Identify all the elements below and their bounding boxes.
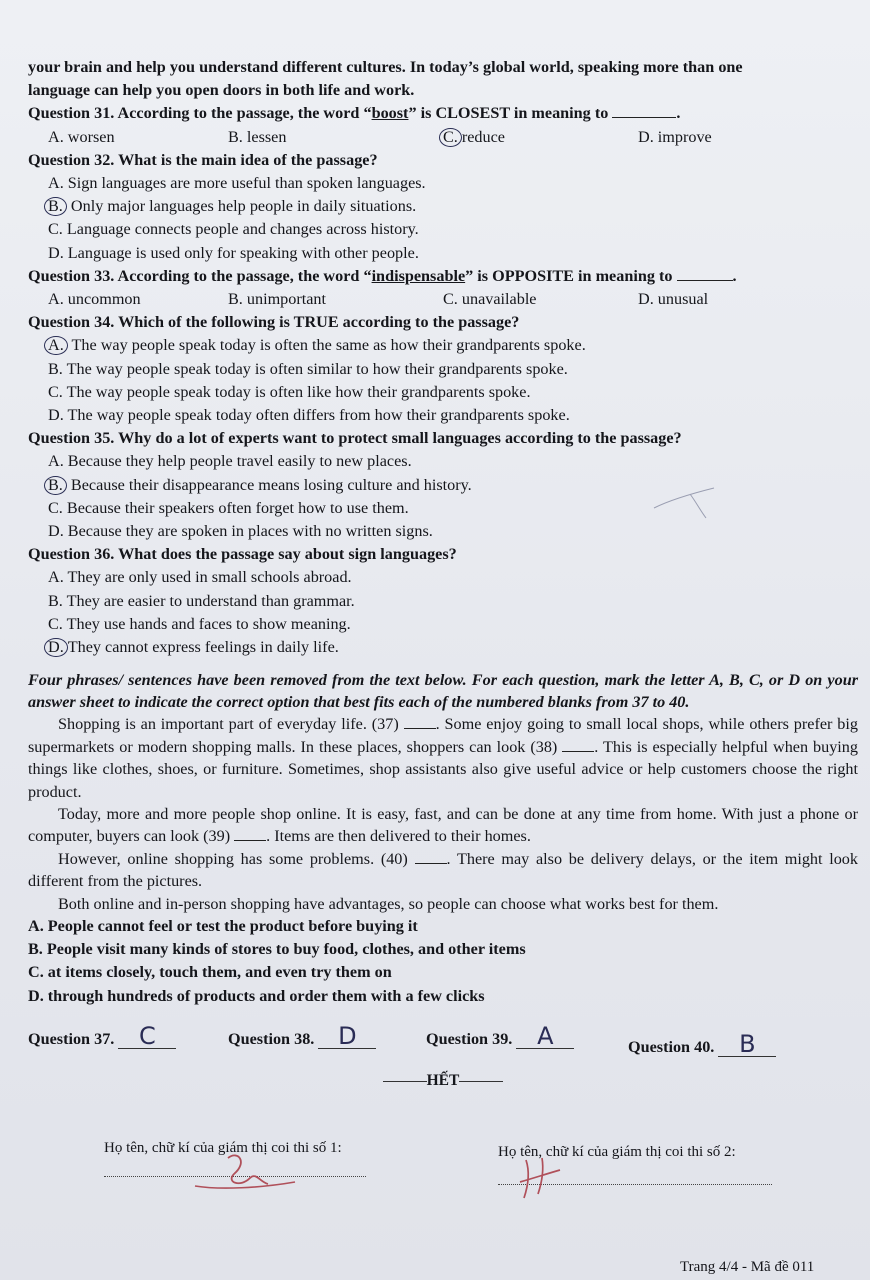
passage-text: Shopping is an important part of everyday life. (37)	[58, 715, 404, 734]
question-number: Question 34.	[28, 313, 115, 332]
question-stem: According to the passage, the word “	[114, 104, 372, 123]
answer-label: Question 37.	[28, 1029, 115, 1048]
passage-text: . Items are then delivered to their homes.	[266, 827, 531, 846]
signature-label: Họ tên, chữ kí của giám thị coi thi số 2:	[498, 1144, 736, 1160]
question-tail: .	[676, 104, 681, 123]
option-d-text: They cannot express feelings in daily life.	[67, 638, 339, 657]
page-footer: Trang 4/4 - Mã đề 011	[680, 1259, 815, 1275]
question-31-options	[28, 126, 858, 149]
question-31	[28, 102, 858, 125]
option-b-text: Because their disappearance means losing culture and history.	[66, 475, 472, 494]
question-number: Question 36.	[28, 545, 115, 564]
answer-38	[228, 1021, 426, 1051]
answer-label: Question 39.	[426, 1029, 513, 1048]
question-stem: Why do a lot of experts want to protect small languages according to the passage?	[114, 429, 682, 448]
handwritten-answer[interactable]: C	[118, 1024, 176, 1049]
option-d[interactable]: D. Because they are spoken in places with no written signs.	[48, 522, 433, 541]
question-number: Question 33.	[28, 266, 115, 285]
answer-37	[28, 1021, 228, 1051]
answer-label: Question 40.	[628, 1037, 715, 1056]
question-tail: .	[732, 266, 737, 285]
question-stem: Which of the following is TRUE according to the passage?	[114, 313, 520, 332]
end-rule-left	[383, 1081, 427, 1082]
intro-line-1: your brain and help you understand different cultures. In today’s global world, speaking more than one	[28, 58, 743, 76]
passage-paragraph-1	[28, 713, 858, 803]
question-33	[28, 265, 858, 288]
option-d[interactable]: D. Language is used only for speaking with other people.	[48, 243, 419, 262]
blank-39	[234, 825, 266, 841]
option-b[interactable]: B. The way people speak today is often similar to how their grandparents spoke.	[48, 359, 568, 378]
option-a-text: The way people speak today is often the same as how their grandparents spoke.	[67, 336, 586, 355]
proctor-1-signature	[104, 1140, 342, 1157]
option-a[interactable]: A. uncommon	[48, 290, 141, 309]
option-c[interactable]	[443, 126, 638, 149]
handwritten-answer[interactable]: D	[318, 1024, 376, 1049]
option-d[interactable]: D. improve	[638, 127, 712, 146]
answer-blank	[677, 265, 733, 281]
question-stem-end: ” is CLOSEST in meaning to	[408, 104, 609, 123]
reading-passage	[28, 713, 858, 915]
circled-choice-mark: A.	[44, 336, 68, 355]
circled-choice-mark: D.	[44, 638, 68, 657]
question-36	[28, 543, 858, 566]
blank-38	[562, 736, 594, 752]
exam-content	[28, 56, 858, 1092]
question-34	[28, 311, 858, 334]
question-35	[28, 427, 858, 450]
circled-choice-mark: C.	[439, 128, 462, 147]
question-stem: What does the passage say about sign languages?	[114, 545, 457, 564]
question-stem: What is the main idea of the passage?	[114, 150, 378, 169]
proctor-2-signature	[498, 1144, 736, 1161]
question-number: Question 31.	[28, 104, 115, 123]
passage-text: However, online shopping has some problems. (40)	[58, 849, 415, 868]
answer-40	[628, 1029, 776, 1059]
question-33-options	[28, 288, 858, 311]
option-d[interactable]: D. unusual	[638, 290, 709, 309]
section-instruction: Four phrases/ sentences have been removed from the text below. For each question, mark the letter A, B, C, or D on your answer sheet to indicate the correct option that best fits each of the numbered blanks from 37 to 40.	[28, 671, 858, 712]
handwritten-answer[interactable]: B	[718, 1032, 776, 1057]
option-a[interactable]: A. They are only used in small schools abroad.	[48, 568, 352, 587]
option-b[interactable]: B. unimportant	[228, 290, 327, 309]
answer-blank	[612, 102, 676, 118]
option-b[interactable]	[28, 474, 858, 497]
blank-37	[404, 713, 436, 729]
key-word: boost	[371, 104, 409, 123]
fill-option-c[interactable]: C. at items closely, touch them, and even try them on	[28, 963, 392, 982]
signature-line	[104, 1176, 366, 1177]
question-stem-end: ” is OPPOSITE in meaning to	[465, 266, 673, 285]
circled-choice-mark: B.	[44, 197, 67, 216]
intro-line-2: language can help you open doors in both life and work.	[28, 81, 415, 100]
option-a[interactable]: A. Sign languages are more useful than spoken languages.	[48, 174, 426, 193]
answer-label: Question 38.	[228, 1029, 315, 1048]
answer-39	[426, 1021, 628, 1051]
signature-line	[498, 1184, 772, 1185]
option-c[interactable]: C. Because their speakers often forget how to use them.	[48, 498, 409, 517]
option-d[interactable]	[28, 636, 858, 659]
option-c[interactable]: C. They use hands and faces to show meaning.	[48, 614, 351, 633]
handwritten-answer[interactable]: A	[516, 1024, 574, 1049]
option-c[interactable]: C. The way people speak today is often like how their grandparents spoke.	[48, 382, 531, 401]
question-number: Question 32.	[28, 150, 115, 169]
passage-paragraph-2	[28, 803, 858, 848]
option-a[interactable]: A. Because they help people travel easily to new places.	[48, 452, 412, 471]
option-c-text: reduce	[461, 127, 505, 146]
option-b[interactable]: B. They are easier to understand than grammar.	[48, 591, 355, 610]
key-word: indispensable	[371, 266, 466, 285]
fill-option-a[interactable]: A. People cannot feel or test the product before buying it	[28, 916, 418, 935]
question-number: Question 35.	[28, 429, 115, 448]
circled-choice-mark: B.	[44, 476, 67, 495]
passage-text: . This is especially helpful when buying things like clothes, shoes, or furniture. Sometimes, shop assistants also give useful advice or help customers choose the right product.	[28, 737, 858, 801]
question-stem: According to the passage, the word “	[114, 266, 372, 285]
blank-40	[415, 848, 447, 864]
option-a[interactable]	[28, 334, 858, 357]
answer-row	[28, 1021, 858, 1058]
passage-text: . There may also be delivery delays, or the item might look different from the pictures.	[28, 849, 858, 891]
passage-text: . Some enjoy going to small local shops, while others prefer big supermarkets or modern shopping malls. In these places, shoppers can look (38)	[28, 715, 858, 756]
option-b[interactable]	[28, 195, 858, 218]
passage-paragraph-3	[28, 848, 858, 893]
fill-option-b[interactable]: B. People visit many kinds of stores to buy food, clothes, and other items	[28, 940, 526, 959]
question-32	[28, 149, 858, 172]
option-c[interactable]: C. unavailable	[443, 290, 537, 309]
option-b-text: Only major languages help people in daily situations.	[66, 197, 417, 216]
option-c[interactable]: C. Language connects people and changes across history.	[48, 220, 419, 239]
end-label: HẾT	[426, 1071, 460, 1089]
option-d[interactable]: D. The way people speak today often differs from how their grandparents spoke.	[48, 406, 570, 425]
end-marker	[28, 1069, 858, 1092]
option-a[interactable]: A. worsen	[48, 127, 115, 146]
option-b[interactable]: B. lessen	[228, 127, 287, 146]
end-rule-right	[459, 1081, 503, 1082]
fill-option-d[interactable]: D. through hundreds of products and order them with a few clicks	[28, 986, 485, 1005]
passage-text: Today, more and more people shop online. It is easy, fast, and can be done at any time from home. With just a phone or computer, buyers can look (39)	[28, 804, 858, 846]
passage-paragraph-4: Both online and in-person shopping have advantages, so people can choose what works best for them.	[58, 894, 719, 913]
signature-label: Họ tên, chữ kí của giám thị coi thi số 1:	[104, 1140, 342, 1156]
